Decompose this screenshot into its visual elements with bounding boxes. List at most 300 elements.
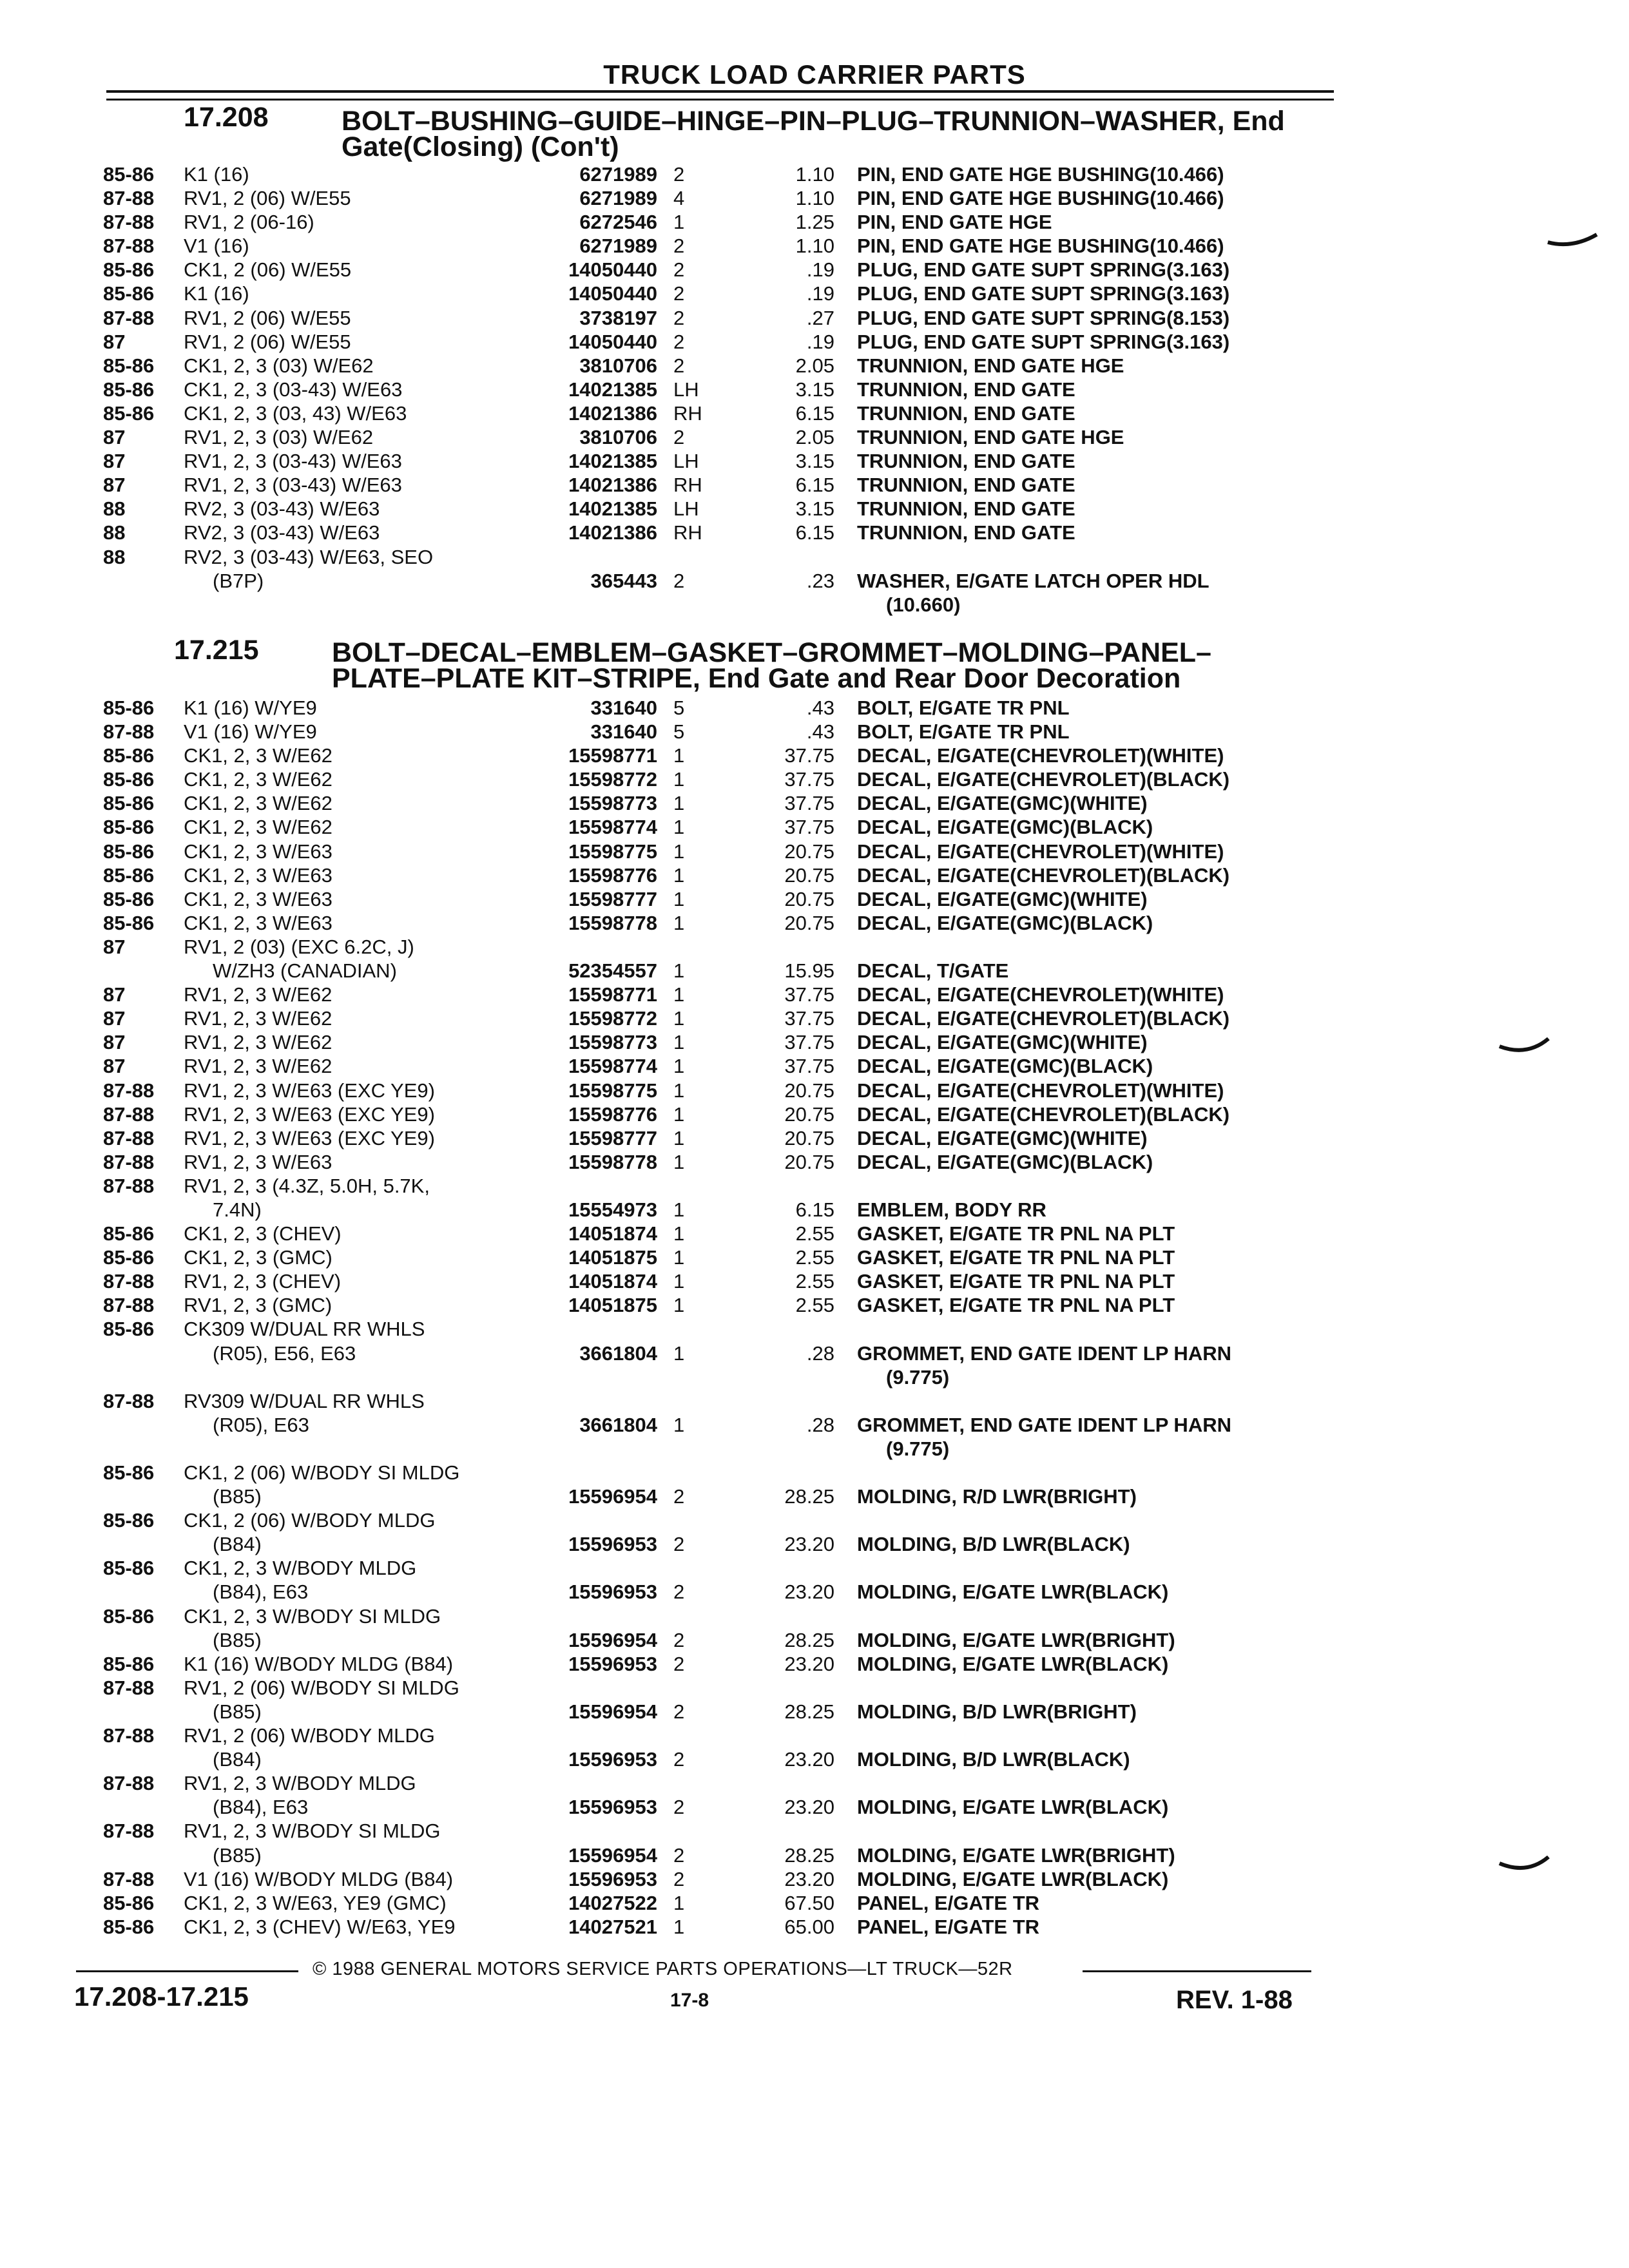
row-application: W/ZH3 (CANADIAN): [213, 959, 397, 983]
row-year: 85-86: [103, 792, 155, 815]
row-quantity: 1: [673, 1413, 685, 1436]
row-application: RV1, 2, 3 W/BODY MLDG: [184, 1772, 416, 1795]
row-quantity: 2: [673, 235, 685, 258]
row-quantity: 2: [673, 1700, 685, 1723]
table-row: [0, 1604, 1629, 1628]
row-year: 87: [103, 983, 126, 1006]
row-quantity: 2: [673, 330, 685, 353]
row-part-number: 15596953: [568, 1867, 657, 1890]
row-application: RV1, 2, 3 W/E62: [184, 1007, 333, 1030]
table-row: [0, 1126, 1629, 1150]
row-quantity: 1: [673, 959, 685, 983]
row-year: 87-88: [103, 1102, 155, 1126]
table-row: [0, 1747, 1629, 1771]
row-year: 87-88: [103, 306, 155, 329]
row-application: RV1, 2 (06-16): [184, 211, 314, 234]
row-application: CK1, 2 (06) W/BODY MLDG: [184, 1509, 436, 1532]
row-application: K1 (16) W/YE9: [184, 697, 317, 719]
row-price: 28.25: [784, 1485, 834, 1508]
row-application: RV1, 2 (06) W/E55: [184, 306, 351, 329]
footer-section-range: 17.208-17.215: [74, 1981, 249, 2012]
row-application: CK1, 2 (06) W/E55: [184, 258, 352, 282]
row-description: TRUNNION, END GATE: [857, 450, 1075, 473]
row-description: GROMMET, END GATE IDENT LP HARN: [857, 1413, 1231, 1436]
footer-rule-left: [76, 1970, 298, 1972]
row-price: 28.25: [784, 1700, 834, 1723]
row-description: DECAL, T/GATE: [857, 959, 1009, 983]
row-part-number: 15598775: [568, 840, 657, 863]
row-part-number: 15596954: [568, 1700, 657, 1723]
row-price: 2.55: [795, 1222, 834, 1245]
row-quantity: 1: [673, 1007, 685, 1030]
row-year: 87-88: [103, 1820, 155, 1843]
row-application: (B84), E63: [213, 1581, 309, 1604]
row-quantity: 1: [673, 1341, 685, 1365]
row-application: (B84), E63: [213, 1796, 309, 1819]
row-quantity: 2: [673, 569, 685, 592]
row-quantity: 1: [673, 1270, 685, 1293]
row-description: GROMMET, END GATE IDENT LP HARN: [857, 1341, 1231, 1365]
row-year: 87: [103, 935, 126, 958]
row-price: 65.00: [784, 1915, 834, 1938]
row-part-number: 14021385: [568, 450, 657, 473]
row-price: 37.75: [784, 768, 834, 791]
row-description: PLUG, END GATE SUPT SPRING(3.163): [857, 258, 1230, 282]
section-number: 17.208: [184, 102, 269, 133]
row-price: 2.55: [795, 1270, 834, 1293]
row-quantity: 4: [673, 187, 685, 210]
row-part-number: 15598774: [568, 1055, 657, 1078]
row-description: TRUNNION, END GATE: [857, 378, 1075, 401]
row-application: CK1, 2, 3 W/E62: [184, 744, 333, 767]
margin-check-mark: [1498, 1037, 1550, 1057]
table-row: [0, 1317, 1629, 1341]
row-description: DECAL, E/GATE(CHEVROLET)(WHITE): [857, 840, 1224, 863]
row-quantity: 5: [673, 720, 685, 744]
row-quantity: 1: [673, 1055, 685, 1078]
row-description: (9.775): [886, 1365, 950, 1389]
section-number: 17.215: [174, 635, 259, 666]
row-description: (10.660): [886, 593, 961, 616]
table-row: [0, 378, 1629, 401]
row-year: 88: [103, 521, 126, 544]
row-description: PIN, END GATE HGE BUSHING(10.466): [857, 235, 1224, 258]
table-row: [0, 473, 1629, 497]
row-price: 37.75: [784, 1031, 834, 1054]
row-part-number: 3810706: [579, 354, 657, 377]
footer-copyright: © 1988 GENERAL MOTORS SERVICE PARTS OPERATIONS—LT TRUCK—52R: [313, 1959, 1013, 1979]
row-application: RV1, 2 (03) (EXC 6.2C, J): [184, 935, 414, 958]
header-rule-2: [106, 99, 1334, 101]
row-quantity: 2: [673, 258, 685, 282]
row-application: 7.4N): [213, 1198, 262, 1221]
row-year: 85-86: [103, 911, 155, 934]
row-year: 85-86: [103, 1652, 155, 1675]
row-quantity: 1: [673, 1102, 685, 1126]
row-year: 87-88: [103, 235, 155, 258]
row-year: 87: [103, 1031, 126, 1054]
row-price: 20.75: [784, 887, 834, 910]
row-year: 87-88: [103, 1150, 155, 1173]
row-year: 85-86: [103, 768, 155, 791]
row-application: (B85): [213, 1485, 262, 1508]
row-price: 1.10: [795, 187, 834, 210]
parts-table: [0, 696, 1629, 1939]
row-quantity: 2: [673, 1652, 685, 1675]
row-price: 23.20: [784, 1581, 834, 1604]
row-application: RV1, 2 (06) W/E55: [184, 187, 351, 210]
table-row: [0, 425, 1629, 449]
row-quantity: 1: [673, 211, 685, 234]
row-part-number: 14051874: [568, 1270, 657, 1293]
row-quantity: 1: [673, 1915, 685, 1938]
row-year: 85-86: [103, 1509, 155, 1532]
row-application: (B85): [213, 1843, 262, 1867]
row-description: MOLDING, E/GATE LWR(BLACK): [857, 1796, 1169, 1819]
table-row: [0, 282, 1629, 305]
table-row: [0, 545, 1629, 569]
row-quantity: 1: [673, 1150, 685, 1173]
row-price: 23.20: [784, 1867, 834, 1890]
row-application: CK309 W/DUAL RR WHLS: [184, 1318, 425, 1341]
table-row: [0, 1676, 1629, 1700]
row-part-number: 15598778: [568, 1150, 657, 1173]
row-quantity: 1: [673, 1031, 685, 1054]
table-row: [0, 1556, 1629, 1580]
row-application: RV1, 2, 3 (03) W/E62: [184, 426, 374, 449]
row-application: CK1, 2, 3 W/E62: [184, 816, 333, 839]
row-part-number: 365443: [590, 569, 657, 592]
table-row: [0, 1867, 1629, 1891]
row-price: 15.95: [784, 959, 834, 983]
row-description: DECAL, E/GATE(GMC)(BLACK): [857, 1055, 1153, 1078]
row-quantity: 1: [673, 792, 685, 815]
table-row: [0, 1700, 1629, 1724]
row-year: 87: [103, 1007, 126, 1030]
row-price: 23.20: [784, 1748, 834, 1771]
row-year: 87: [103, 1055, 126, 1078]
table-row: [0, 911, 1629, 935]
row-description: MOLDING, E/GATE LWR(BRIGHT): [857, 1843, 1175, 1867]
table-row: [0, 1054, 1629, 1078]
row-year: 85-86: [103, 1891, 155, 1914]
row-description: GASKET, E/GATE TR PNL NA PLT: [857, 1294, 1175, 1317]
row-part-number: 15598772: [568, 1007, 657, 1030]
table-row: [0, 840, 1629, 863]
row-part-number: 3661804: [579, 1413, 657, 1436]
row-application: CK1, 2, 3 W/BODY MLDG: [184, 1557, 417, 1580]
row-year: 87: [103, 426, 126, 449]
table-row: [0, 1365, 1629, 1389]
row-year: 85-86: [103, 840, 155, 863]
row-part-number: 331640: [590, 720, 657, 744]
row-application: (R05), E56, E63: [213, 1341, 356, 1365]
table-row: [0, 1508, 1629, 1532]
row-year: 85-86: [103, 163, 155, 186]
row-year: 87-88: [103, 1676, 155, 1699]
table-row: [0, 1150, 1629, 1174]
row-part-number: 6271989: [579, 235, 657, 258]
row-price: 28.25: [784, 1843, 834, 1867]
row-quantity: 2: [673, 163, 685, 186]
row-part-number: 14027521: [568, 1915, 657, 1938]
row-year: 87-88: [103, 1867, 155, 1890]
row-year: 87: [103, 450, 126, 473]
row-price: 37.75: [784, 816, 834, 839]
row-application: CK1, 2, 3 W/E63: [184, 840, 333, 863]
section-title: [332, 637, 1211, 694]
row-application: V1 (16) W/BODY MLDG (B84): [184, 1867, 454, 1890]
row-quantity: RH: [673, 474, 702, 497]
row-application: CK1, 2, 3 (GMC): [184, 1246, 333, 1269]
row-price: .19: [806, 282, 834, 305]
row-application: RV1, 2 (06) W/BODY MLDG: [184, 1724, 435, 1747]
row-part-number: 15598777: [568, 1126, 657, 1149]
row-application: RV1, 2 (06) W/BODY SI MLDG: [184, 1676, 459, 1699]
row-part-number: 6271989: [579, 187, 657, 210]
row-description: MOLDING, E/GATE LWR(BLACK): [857, 1581, 1169, 1604]
row-price: .28: [806, 1341, 834, 1365]
row-description: DECAL, E/GATE(GMC)(BLACK): [857, 911, 1153, 934]
row-price: 1.25: [795, 211, 834, 234]
row-price: 23.20: [784, 1533, 834, 1556]
row-year: 87-88: [103, 211, 155, 234]
row-quantity: 2: [673, 1581, 685, 1604]
header-rule: [106, 90, 1334, 93]
table-row: [0, 306, 1629, 330]
row-year: 85-86: [103, 697, 155, 719]
row-part-number: 15596953: [568, 1581, 657, 1604]
table-row: [0, 1245, 1629, 1269]
table-row: [0, 497, 1629, 521]
row-quantity: LH: [673, 450, 699, 473]
row-part-number: 15596954: [568, 1843, 657, 1867]
table-row: [0, 863, 1629, 887]
row-part-number: 3810706: [579, 426, 657, 449]
row-part-number: 15596953: [568, 1748, 657, 1771]
row-part-number: 15598772: [568, 768, 657, 791]
row-quantity: 1: [673, 983, 685, 1006]
row-application: RV1, 2, 3 (GMC): [184, 1294, 333, 1317]
row-application: CK1, 2, 3 W/BODY SI MLDG: [184, 1604, 441, 1628]
row-part-number: 15596954: [568, 1628, 657, 1651]
section-title-line-1: BOLT–DECAL–EMBLEM–GASKET–GROMMET–MOLDING–PANEL–: [332, 637, 1211, 668]
row-description: MOLDING, B/D LWR(BRIGHT): [857, 1700, 1137, 1723]
row-application: RV1, 2, 3 (03-43) W/E63: [184, 450, 402, 473]
row-year: 85-86: [103, 816, 155, 839]
table-row: [0, 1102, 1629, 1126]
row-description: DECAL, E/GATE(GMC)(WHITE): [857, 792, 1148, 815]
table-row: [0, 449, 1629, 473]
row-description: DECAL, E/GATE(CHEVROLET)(BLACK): [857, 1102, 1230, 1126]
row-description: TRUNNION, END GATE: [857, 474, 1075, 497]
row-quantity: 2: [673, 1796, 685, 1819]
row-part-number: 15596953: [568, 1652, 657, 1675]
row-quantity: 1: [673, 1891, 685, 1914]
row-application: CK1, 2, 3 (03, 43) W/E63: [184, 401, 407, 425]
row-description: EMBLEM, BODY RR: [857, 1198, 1046, 1221]
row-description: TRUNNION, END GATE: [857, 521, 1075, 544]
row-year: 87-88: [103, 1294, 155, 1317]
table-row: [0, 186, 1629, 210]
row-description: MOLDING, E/GATE LWR(BRIGHT): [857, 1628, 1175, 1651]
table-row: [0, 1891, 1629, 1915]
row-quantity: RH: [673, 401, 702, 425]
row-quantity: 2: [673, 306, 685, 329]
row-year: 85-86: [103, 1246, 155, 1269]
row-price: 37.75: [784, 744, 834, 767]
row-price: .43: [806, 697, 834, 719]
row-description: GASKET, E/GATE TR PNL NA PLT: [857, 1222, 1175, 1245]
row-part-number: 6271989: [579, 163, 657, 186]
row-application: CK1, 2, 3 W/E63: [184, 863, 333, 887]
row-application: RV1, 2, 3 (03-43) W/E63: [184, 474, 402, 497]
row-application: CK1, 2, 3 W/E62: [184, 768, 333, 791]
row-year: 88: [103, 545, 126, 568]
row-application: K1 (16): [184, 282, 249, 305]
row-description: PIN, END GATE HGE BUSHING(10.466): [857, 187, 1224, 210]
table-row: [0, 1819, 1629, 1843]
table-row: [0, 1222, 1629, 1245]
row-description: TRUNNION, END GATE HGE: [857, 426, 1124, 449]
row-part-number: 14021385: [568, 378, 657, 401]
row-application: K1 (16): [184, 163, 249, 186]
row-part-number: 3661804: [579, 1341, 657, 1365]
table-row: [0, 1293, 1629, 1317]
table-row: [0, 234, 1629, 258]
table-row: [0, 1079, 1629, 1102]
row-quantity: 2: [673, 1533, 685, 1556]
row-part-number: 15598773: [568, 792, 657, 815]
table-row: [0, 1461, 1629, 1485]
table-row: [0, 354, 1629, 378]
table-row: [0, 1389, 1629, 1413]
row-part-number: 14021386: [568, 401, 657, 425]
row-description: PIN, END GATE HGE: [857, 211, 1052, 234]
row-year: 87-88: [103, 1126, 155, 1149]
table-row: [0, 1485, 1629, 1508]
row-price: 37.75: [784, 792, 834, 815]
row-year: 85-86: [103, 744, 155, 767]
row-description: MOLDING, B/D LWR(BLACK): [857, 1533, 1130, 1556]
table-row: [0, 1795, 1629, 1819]
page-title: TRUCK LOAD CARRIER PARTS: [603, 59, 1026, 90]
section-title: [342, 108, 1285, 160]
table-row: [0, 815, 1629, 839]
row-application: RV1, 2 (06) W/E55: [184, 330, 351, 353]
row-application: RV1, 2, 3 (4.3Z, 5.0H, 5.7K,: [184, 1174, 430, 1197]
row-year: 87-88: [103, 1270, 155, 1293]
row-year: 85-86: [103, 863, 155, 887]
row-price: 23.20: [784, 1652, 834, 1675]
row-description: PLUG, END GATE SUPT SPRING(3.163): [857, 330, 1230, 353]
row-application: RV1, 2, 3 W/E63: [184, 1150, 333, 1173]
row-price: 20.75: [784, 911, 834, 934]
row-quantity: 1: [673, 1198, 685, 1221]
row-price: .28: [806, 1413, 834, 1436]
row-price: 2.05: [795, 354, 834, 377]
row-description: MOLDING, E/GATE LWR(BLACK): [857, 1867, 1169, 1890]
row-price: 28.25: [784, 1628, 834, 1651]
row-year: 85-86: [103, 1915, 155, 1938]
row-application: (B7P): [213, 569, 264, 592]
row-year: 87-88: [103, 1079, 155, 1102]
table-row: [0, 1006, 1629, 1030]
table-row: [0, 401, 1629, 425]
row-price: 23.20: [784, 1796, 834, 1819]
table-row: [0, 1413, 1629, 1437]
row-price: 3.15: [795, 497, 834, 521]
row-price: 3.15: [795, 378, 834, 401]
row-application: (R05), E63: [213, 1413, 309, 1436]
row-application: RV309 W/DUAL RR WHLS: [184, 1389, 425, 1412]
row-application: RV2, 3 (03-43) W/E63: [184, 521, 380, 544]
row-quantity: 1: [673, 887, 685, 910]
table-row: [0, 1269, 1629, 1293]
row-quantity: 1: [673, 840, 685, 863]
row-part-number: 15598773: [568, 1031, 657, 1054]
row-year: 88: [103, 497, 126, 521]
row-application: RV1, 2, 3 W/E62: [184, 1031, 333, 1054]
table-row: [0, 983, 1629, 1006]
row-part-number: 3738197: [579, 306, 657, 329]
row-description: PLUG, END GATE SUPT SPRING(8.153): [857, 306, 1230, 329]
row-year: 85-86: [103, 1318, 155, 1341]
row-application: RV1, 2, 3 W/BODY SI MLDG: [184, 1820, 441, 1843]
row-description: PANEL, E/GATE TR: [857, 1891, 1040, 1914]
row-application: RV2, 3 (03-43) W/E63, SEO: [184, 545, 434, 568]
row-description: DECAL, E/GATE(GMC)(WHITE): [857, 1031, 1148, 1054]
row-description: DECAL, E/GATE(GMC)(WHITE): [857, 887, 1148, 910]
row-part-number: 15598778: [568, 911, 657, 934]
row-year: 85-86: [103, 282, 155, 305]
row-part-number: 14051874: [568, 1222, 657, 1245]
table-row: [0, 210, 1629, 234]
row-application: CK1, 2, 3 W/E62: [184, 792, 333, 815]
row-year: 85-86: [103, 1461, 155, 1484]
row-description: TRUNNION, END GATE: [857, 401, 1075, 425]
row-description: DECAL, E/GATE(GMC)(BLACK): [857, 1150, 1153, 1173]
row-price: 6.15: [795, 401, 834, 425]
row-year: 87-88: [103, 1389, 155, 1412]
row-part-number: 14051875: [568, 1294, 657, 1317]
row-application: V1 (16) W/YE9: [184, 720, 317, 744]
row-quantity: RH: [673, 521, 702, 544]
row-quantity: 2: [673, 426, 685, 449]
margin-check-mark: [1547, 232, 1598, 251]
table-row: [0, 1437, 1629, 1461]
row-description: PLUG, END GATE SUPT SPRING(3.163): [857, 282, 1230, 305]
table-row: [0, 1532, 1629, 1556]
row-description: DECAL, E/GATE(GMC)(BLACK): [857, 816, 1153, 839]
table-row: [0, 720, 1629, 744]
section-title-line-2: PLATE–PLATE KIT–STRIPE, End Gate and Rear Door Decoration: [332, 663, 1181, 694]
row-part-number: 14021385: [568, 497, 657, 521]
row-description: MOLDING, R/D LWR(BRIGHT): [857, 1485, 1137, 1508]
row-application: RV1, 2, 3 W/E63 (EXC YE9): [184, 1126, 435, 1149]
row-quantity: 1: [673, 1246, 685, 1269]
row-quantity: 2: [673, 1748, 685, 1771]
row-application: CK1, 2, 3 W/E63, YE9 (GMC): [184, 1891, 447, 1914]
row-description: BOLT, E/GATE TR PNL: [857, 697, 1070, 719]
row-application: (B85): [213, 1628, 262, 1651]
table-row: [0, 1843, 1629, 1867]
row-part-number: 14051875: [568, 1246, 657, 1269]
table-row: [0, 959, 1629, 983]
row-year: 85-86: [103, 258, 155, 282]
row-description: DECAL, E/GATE(CHEVROLET)(WHITE): [857, 1079, 1224, 1102]
row-description: DECAL, E/GATE(GMC)(WHITE): [857, 1126, 1148, 1149]
